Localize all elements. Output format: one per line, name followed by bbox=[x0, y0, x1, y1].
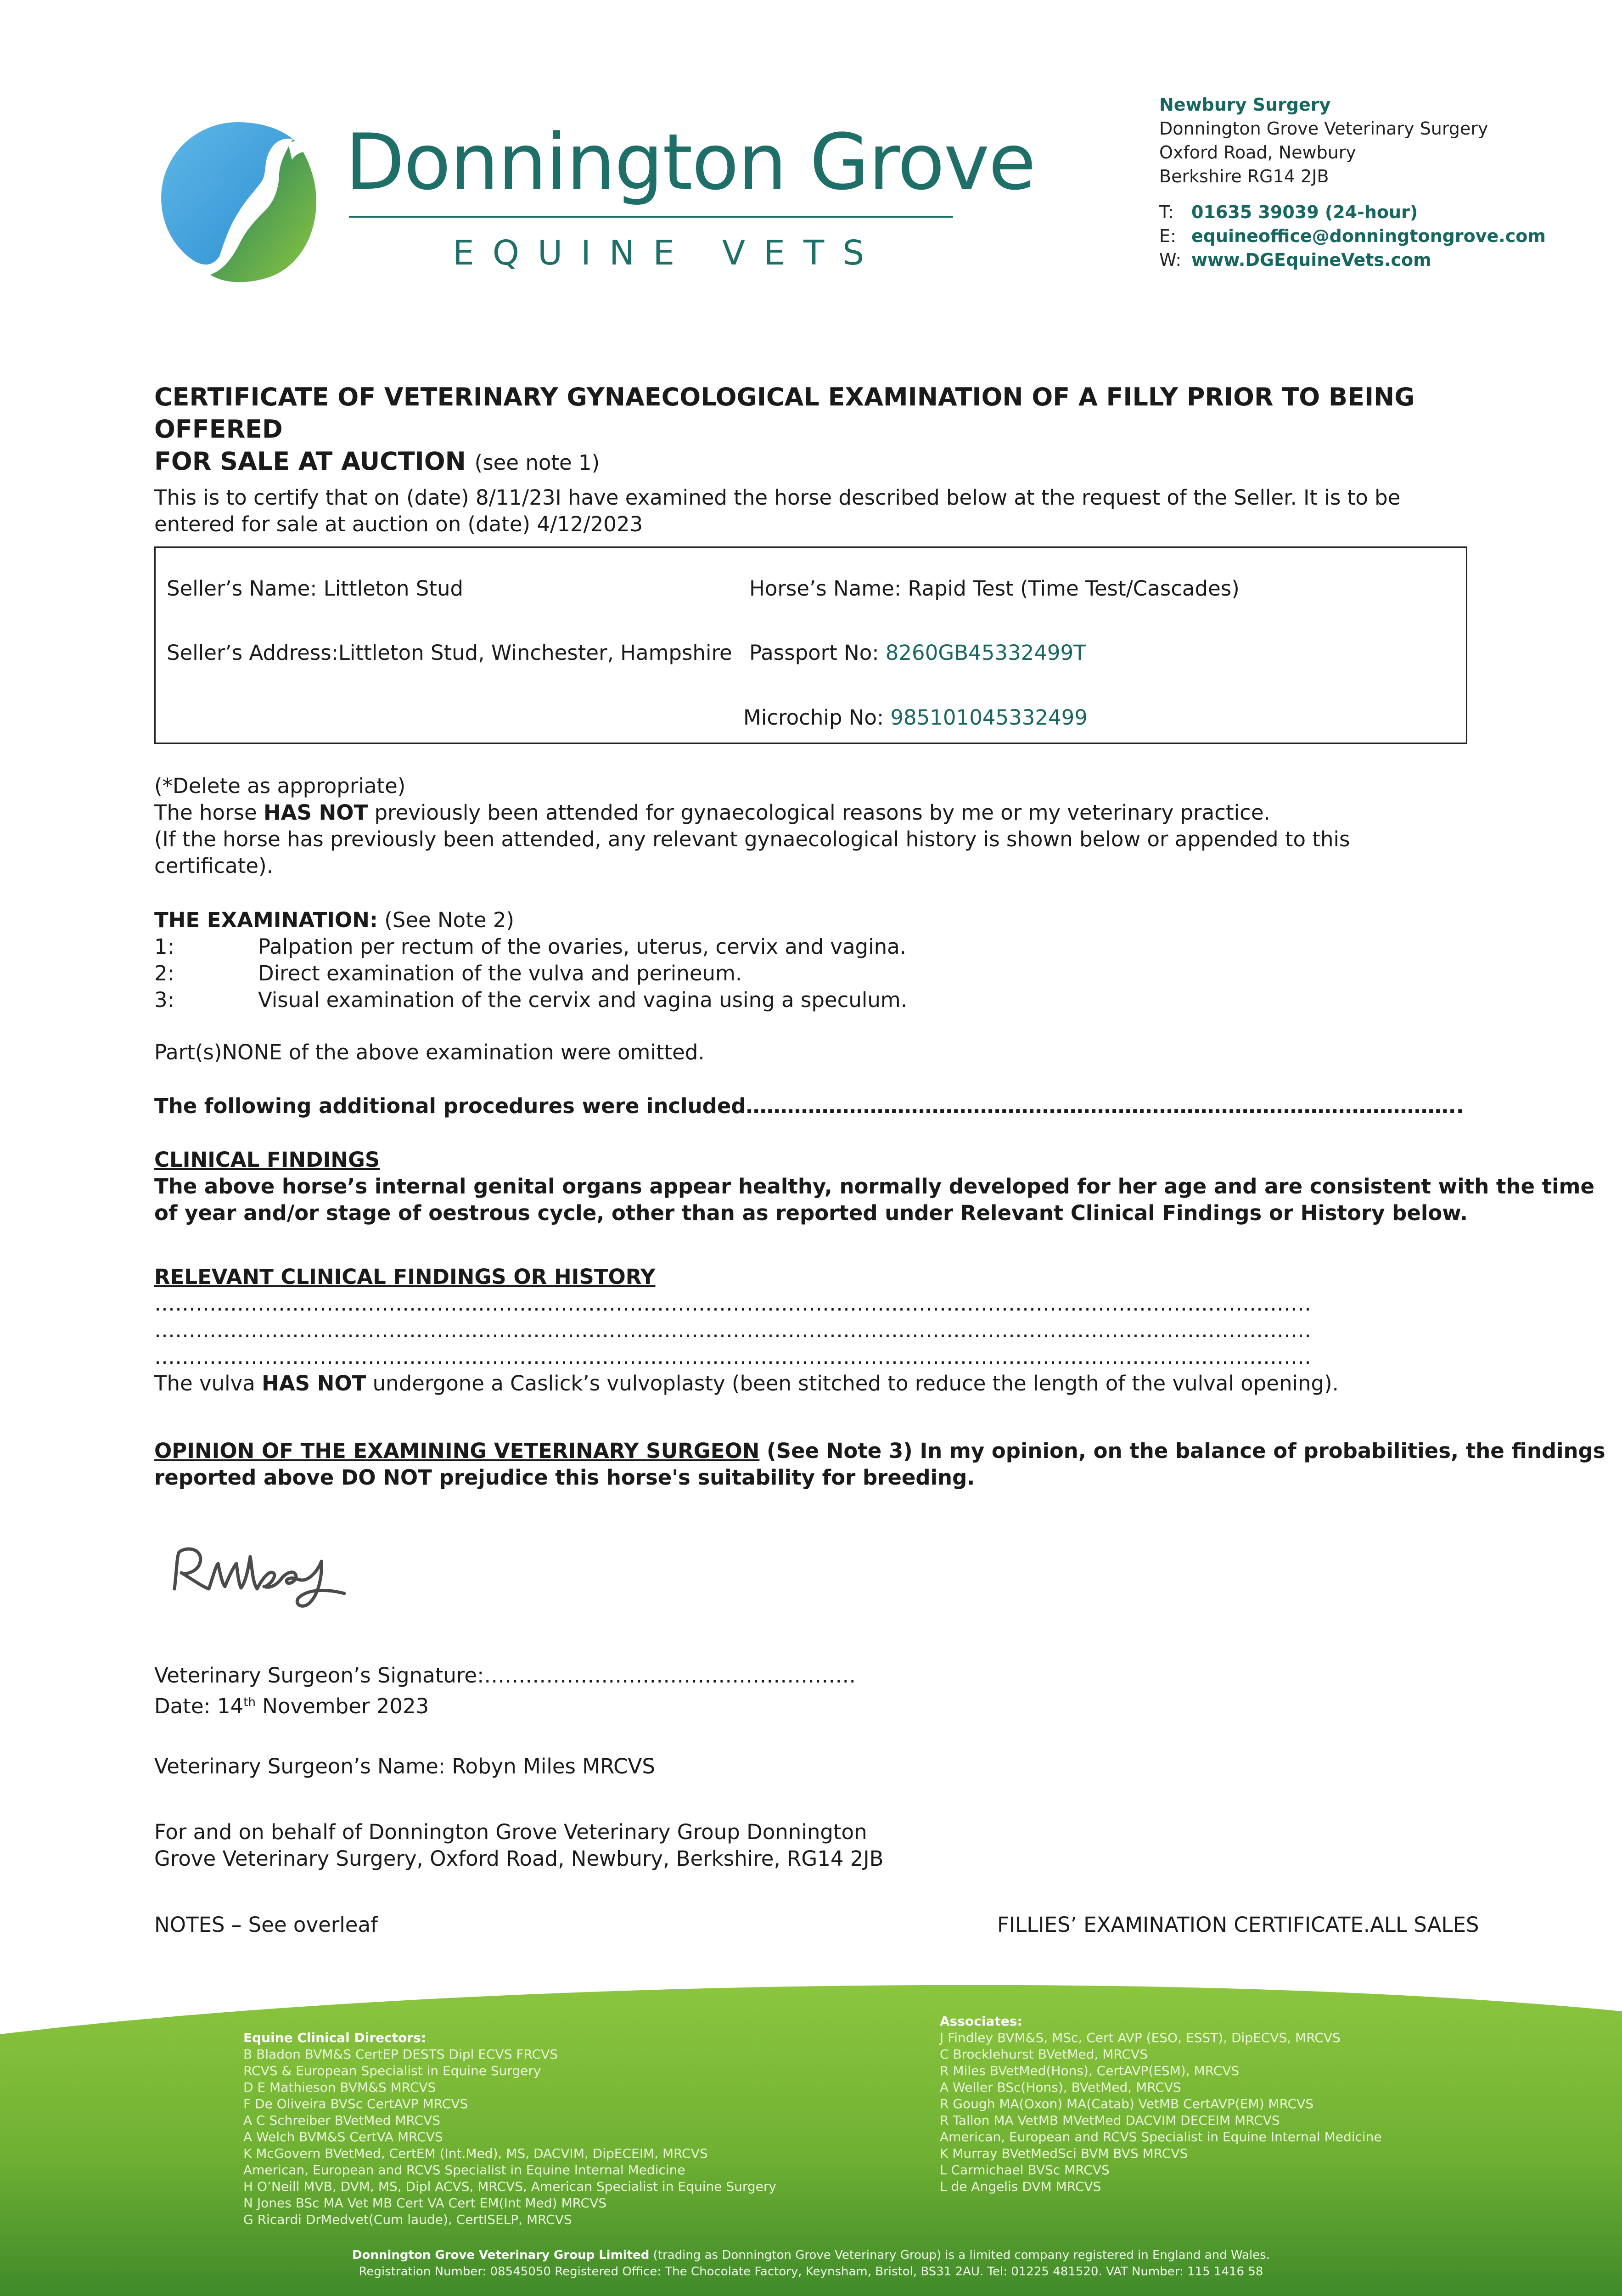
phone-number[interactable]: 01635 39039 (24-hour) bbox=[1191, 202, 1418, 222]
opinion-line-1 bbox=[154, 1438, 1605, 1464]
email-label: E: bbox=[1159, 226, 1176, 246]
director-entry: K McGovern BVetMed, CertEM (Int.Med), MS, DACVIM, DipECEIM, MRCVS bbox=[243, 2146, 708, 2161]
microchip-label: Microchip No: bbox=[743, 705, 891, 730]
director-entry: N Jones BSc MA Vet MB Cert VA Cert EM(Int Med) MRCVS bbox=[243, 2195, 607, 2211]
vulva-prefix: The vulva bbox=[154, 1371, 262, 1396]
history-line-2: certificate). bbox=[154, 854, 273, 878]
exam-item-text: Visual examination of the cervix and vagina using a speculum. bbox=[258, 988, 908, 1012]
on-behalf-of bbox=[154, 1819, 884, 1872]
clinical-findings-line-1: The above horse’s internal genital organs appear healthy, normally developed for her age and are consistent with the time bbox=[154, 1174, 1594, 1199]
web-row bbox=[1159, 248, 1546, 272]
email-link[interactable]: equineoffice@donningtongrove.com bbox=[1191, 226, 1546, 246]
logo-subtitle: EQUINE VETS bbox=[453, 233, 883, 273]
passport-number: 8260GB45332499T bbox=[885, 641, 1086, 665]
clinical-directors-list bbox=[243, 2030, 776, 2228]
associate-entry: A Weller BSc(Hons), BVetMed, MRCVS bbox=[940, 2080, 1181, 2095]
omitted-statement: Part(s)NONE of the above examination were omitted. bbox=[154, 1040, 705, 1064]
associate-entry: American, European and RCVS Specialist in Equine Internal Medicine bbox=[940, 2129, 1382, 2144]
examination-note: (See Note 2) bbox=[377, 908, 515, 932]
vet-name: Veterinary Surgeon’s Name: Robyn Miles MRCVS bbox=[154, 1754, 655, 1778]
attendance-prefix: The horse bbox=[154, 800, 264, 825]
company-line-1 bbox=[0, 2247, 1622, 2263]
microchip-number-row bbox=[743, 705, 1088, 730]
director-entry: B Bladon BVM&S CertEP DESTS Dipl ECVS FRCVS bbox=[243, 2047, 558, 2062]
title-line-2-wrap bbox=[154, 445, 1486, 479]
director-entry: A C Schreiber BVetMed MRCVS bbox=[243, 2113, 441, 2128]
associates-list bbox=[940, 2013, 1382, 2195]
exam-item bbox=[154, 960, 907, 987]
behalf-line-2: Grove Veterinary Surgery, Oxford Road, Newbury, Berkshire, RG14 2JB bbox=[154, 1846, 884, 1871]
exam-item-number: 3: bbox=[154, 988, 174, 1012]
associate-entry: R Gough MA(Oxon) MA(Catab) VetMB CertAVP(EM) MRCVS bbox=[940, 2096, 1314, 2111]
horse-details-box bbox=[154, 546, 1467, 744]
associates-heading: Associates: bbox=[940, 2014, 1022, 2029]
exam-item bbox=[154, 987, 907, 1013]
certificate-title bbox=[154, 381, 1486, 479]
director-entry: RCVS & European Specialist in Equine Surgery bbox=[243, 2063, 541, 2078]
contact-details bbox=[1159, 200, 1546, 272]
handwritten-signature bbox=[161, 1525, 363, 1616]
date-value: November 2023 bbox=[255, 1694, 429, 1718]
microchip-number: 985101045332499 bbox=[890, 705, 1088, 730]
relevant-history-heading: RELEVANT CLINICAL FINDINGS OR HISTORY bbox=[154, 1265, 656, 1289]
surgery-address-block bbox=[1159, 93, 1546, 272]
horse-head-logo-icon bbox=[155, 118, 320, 284]
title-line-1: CERTIFICATE OF VETERINARY GYNAECOLOGICAL EXAMINATION OF A FILLY PRIOR TO BEING OFFERED bbox=[154, 383, 1415, 444]
clinical-findings-heading: CLINICAL FINDINGS bbox=[154, 1148, 380, 1172]
clinical-findings-section bbox=[154, 1147, 1594, 1227]
vulva-suffix: undergone a Caslick’s vulvoplasty (been stitched to reduce the length of the vulval opening). bbox=[366, 1371, 1339, 1396]
attendance-suffix: previously been attended for gynaecological reasons by me or my veterinary practice. bbox=[368, 800, 1270, 825]
opinion-line-1-text: (See Note 3) In my opinion, on the balance of probabilities, the findings bbox=[759, 1439, 1605, 1463]
exam-item-number: 2: bbox=[154, 961, 174, 985]
delete-note: (*Delete as appropriate) bbox=[154, 774, 406, 798]
attendance-section bbox=[154, 773, 1350, 879]
examination-heading-row bbox=[154, 907, 907, 934]
directors-heading: Equine Clinical Directors: bbox=[243, 2030, 427, 2045]
company-line-1-text: (trading as Donnington Grove Veterinary Group) is a limited company registered in England and Wales. bbox=[649, 2248, 1270, 2262]
email-row bbox=[1159, 224, 1546, 248]
history-dotted-line: …………………………………………………………………………………………………………………………………………………… bbox=[154, 1345, 1311, 1369]
director-entry: F De Oliveira BVSc CertAVP MRCVS bbox=[243, 2096, 468, 2111]
exam-item-number: 1: bbox=[154, 934, 174, 959]
logo-title: Donnington Grove bbox=[345, 117, 1035, 207]
director-entry: A Welch BVM&S CertVA MRCVS bbox=[243, 2129, 443, 2144]
intro-line-2: entered for sale at auction on (date) 4/12/2023 bbox=[154, 512, 643, 536]
passport-label: Passport No: bbox=[749, 641, 886, 665]
phone-row bbox=[1159, 200, 1546, 224]
director-entry: G Ricardi DrMedvet(Cum laude), CertISELP, MRCVS bbox=[243, 2212, 572, 2227]
surgery-name: Newbury Surgery bbox=[1159, 95, 1331, 115]
intro-paragraph bbox=[154, 484, 1400, 538]
title-note: (see note 1) bbox=[474, 450, 600, 475]
attendance-statement bbox=[154, 799, 1350, 826]
history-dotted-line: …………………………………………………………………………………………………………………………………………………… bbox=[154, 1291, 1311, 1316]
additional-procedures: The following additional procedures were included………………………………………………………………………………………….. bbox=[154, 1094, 1464, 1118]
phone-label: T: bbox=[1159, 202, 1174, 222]
associate-entry: K Murray BVetMedSci BVM BVS MRCVS bbox=[940, 2146, 1188, 2161]
company-registration bbox=[0, 2247, 1622, 2280]
director-entry: D E Mathieson BVM&S MRCVS bbox=[243, 2080, 436, 2095]
company-name: Donnington Grove Veterinary Group Limited bbox=[352, 2248, 650, 2262]
date-label: Date: 14 bbox=[154, 1694, 244, 1718]
associate-entry: R Tallon MA VetMB MVetMed DACVIM DECEIM MRCVS bbox=[940, 2113, 1280, 2128]
associate-entry: R Miles BVetMed(Hons), CertAVP(ESM), MRCVS bbox=[940, 2063, 1240, 2078]
director-entry: American, European and RCVS Specialist in Equine Internal Medicine bbox=[243, 2162, 685, 2178]
attendance-status: HAS NOT bbox=[264, 800, 368, 825]
address-line-1: Donnington Grove Veterinary Surgery bbox=[1159, 118, 1488, 139]
associate-entry: C Brocklehurst BVetMed, MRCVS bbox=[940, 2047, 1148, 2062]
title-line-2: FOR SALE AT AUCTION bbox=[154, 447, 466, 476]
logo-divider bbox=[349, 216, 953, 218]
vulva-statement bbox=[154, 1370, 1339, 1397]
address-line-3: Berkshire RG14 2JB bbox=[1159, 166, 1329, 186]
signature-block bbox=[154, 1662, 856, 1720]
horse-name: Horse’s Name: Rapid Test (Time Test/Cascades) bbox=[749, 576, 1240, 601]
examination-heading: THE EXAMINATION: bbox=[154, 908, 378, 932]
associate-entry: L Carmichael BVSc MRCVS bbox=[940, 2162, 1110, 2178]
opinion-heading: OPINION OF THE EXAMINING VETERINARY SURGEON bbox=[154, 1439, 760, 1463]
website-link[interactable]: www.DGEquineVets.com bbox=[1191, 250, 1431, 270]
associate-entry: L de Angelis DVM MRCVS bbox=[940, 2179, 1101, 2194]
certificate-type: FILLIES’ EXAMINATION CERTIFICATE.ALL SALES bbox=[997, 1913, 1479, 1937]
notes-overleaf: NOTES – See overleaf bbox=[154, 1913, 378, 1937]
company-line-2: Registration Number: 08545050 Registered Office: The Chocolate Factory, Keynsham, Bristol, BS31 2AU. Tel: 01225 481520. VAT Number: 115 1416 58 bbox=[359, 2265, 1263, 2279]
address-line-2: Oxford Road, Newbury bbox=[1159, 142, 1356, 163]
associate-entry: J Findley BVM&S, MSc, Cert AVP (ESO, ESST), DipECVS, MRCVS bbox=[940, 2030, 1341, 2045]
signature-label: Veterinary Surgeon’s Signature:……………………………………………… bbox=[154, 1663, 856, 1688]
date-superscript: th bbox=[243, 1695, 256, 1709]
intro-line-1: This is to certify that on (date) 8/11/23I have examined the horse described below at the request of the Seller. It is to be bbox=[154, 485, 1401, 510]
exam-item-text: Direct examination of the vulva and perineum. bbox=[258, 961, 742, 985]
seller-address: Seller’s Address:Littleton Stud, Winchester, Hampshire bbox=[167, 641, 732, 665]
director-entry: H O’Neill MVB, DVM, MS, Dipl ACVS, MRCVS, American Specialist in Equine Surgery bbox=[243, 2179, 776, 2194]
history-line-1: (If the horse has previously been attended, any relevant gynaecological history is shown below or appended to this bbox=[154, 827, 1350, 851]
web-label: W: bbox=[1159, 250, 1182, 270]
exam-item-text: Palpation per rectum of the ovaries, uterus, cervix and vagina. bbox=[258, 934, 907, 959]
passport-number-row bbox=[749, 641, 1086, 665]
exam-item bbox=[154, 934, 907, 960]
vulva-status: HAS NOT bbox=[262, 1371, 366, 1396]
date-line bbox=[154, 1689, 856, 1720]
behalf-line-1: For and on behalf of Donnington Grove Veterinary Group Donnington bbox=[154, 1820, 867, 1844]
relevant-history-section bbox=[154, 1264, 1339, 1397]
opinion-section bbox=[154, 1438, 1605, 1491]
history-dotted-line: …………………………………………………………………………………………………………………………………………………… bbox=[154, 1318, 1311, 1342]
opinion-line-2: reported above DO NOT prejudice this horse's suitability for breeding. bbox=[154, 1465, 975, 1490]
examination-section bbox=[154, 907, 907, 1013]
clinical-findings-line-2: of year and/or stage of oestrous cycle, other than as reported under Relevant Clinical Findings or History below. bbox=[154, 1201, 1468, 1225]
seller-name: Seller’s Name: Littleton Stud bbox=[167, 576, 464, 601]
